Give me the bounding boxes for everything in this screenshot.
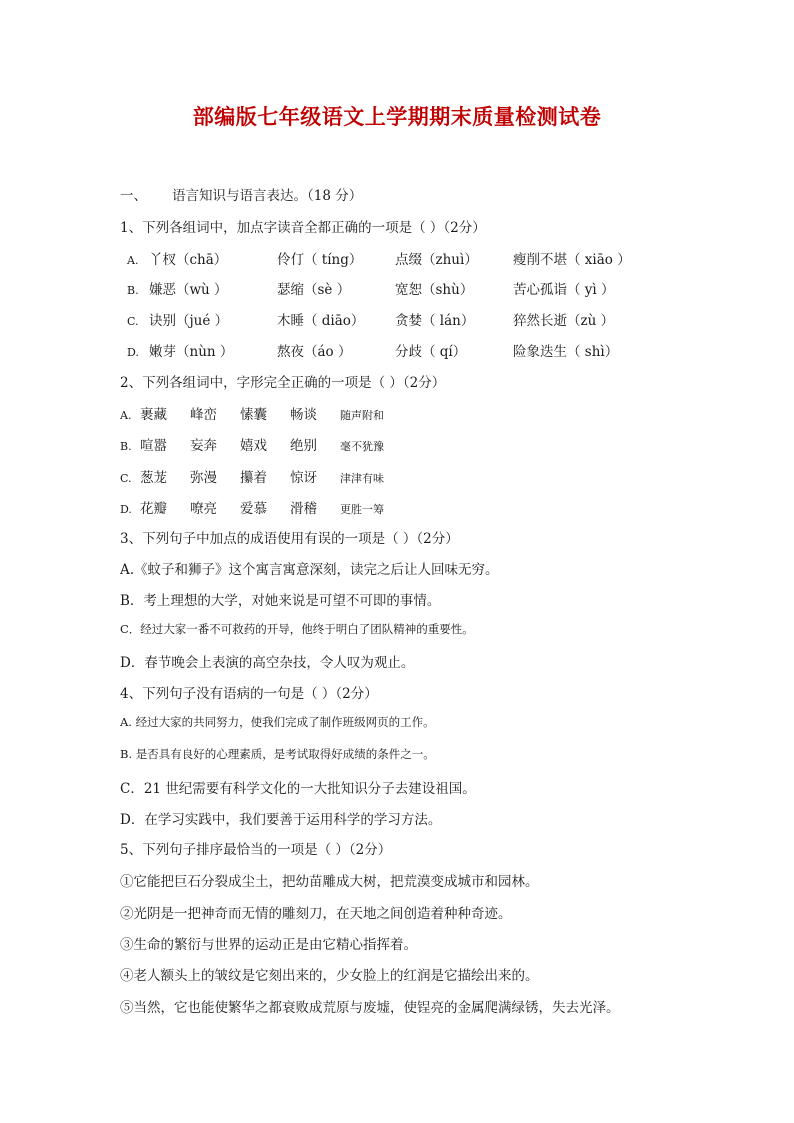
- option-item: 惊讶: [290, 470, 317, 486]
- option-item: 嫌恶（wù ）: [149, 282, 228, 298]
- option-item: 花瓣: [140, 501, 167, 517]
- option-item: 瘦削不堪（ xiāo ）: [513, 252, 631, 268]
- option-item: 攥着: [240, 470, 267, 486]
- option-item: 贪婪（ lán）: [395, 313, 475, 329]
- question-1-stem: 1、下列各组词中，加点字读音全都正确的一项是（ ）（2分）: [120, 220, 486, 236]
- option-item: 险象迭生（ shì）: [513, 344, 619, 360]
- option-label: D.: [127, 346, 139, 359]
- option-item: 诀别（jué ）: [149, 313, 229, 329]
- option-item: 畅谈: [290, 407, 317, 423]
- page-title: 部编版七年级语文上学期期末质量检测试卷: [192, 104, 602, 129]
- section-heading: [120, 184, 362, 204]
- q1-option-d: [127, 340, 618, 360]
- option-item: 分歧（ qí）: [395, 344, 467, 360]
- option-label: B.: [127, 284, 139, 297]
- q3-option-d: D．春节晚会上表演的高空杂技，令人叹为观止。: [120, 655, 415, 671]
- section-text: 语言知识与语言表达。（18 分）: [172, 188, 363, 204]
- option-item: 嬉戏: [240, 438, 267, 454]
- option-item: 嫩芽（nùn ）: [149, 344, 234, 360]
- option-item: 更胜一筹: [340, 503, 384, 516]
- q2-option-a: [120, 403, 384, 423]
- option-item: 随声附和: [340, 409, 384, 422]
- option-item: 愫囊: [240, 407, 267, 423]
- q5-sentence-3: ③生命的繁衍与世界的运动正是由它精心指挥着。: [120, 937, 417, 953]
- q5-sentence-1: ①它能把巨石分裂成尘土，把幼苗雕成大树，把荒漠变成城市和园林。: [120, 874, 539, 890]
- q5-sentence-4: ④老人额头上的皱纹是它刻出来的，少女脸上的红润是它描绘出来的。: [120, 968, 539, 984]
- option-item: 点缀（zhuì）: [395, 252, 478, 268]
- option-item: 裹藏: [140, 407, 167, 423]
- q2-option-c: [120, 466, 384, 486]
- option-item: 苦心孤诣（ yì ）: [513, 282, 615, 298]
- q1-option-c: [127, 309, 614, 329]
- option-item: 滑稽: [290, 501, 317, 517]
- option-item: 弥漫: [190, 470, 217, 486]
- option-item: 嘹亮: [190, 501, 217, 517]
- q2-option-d: [120, 497, 384, 517]
- q2-option-b: [120, 434, 384, 454]
- q5-sentence-5: ⑤当然，它也能使繁华之都衰败成荒原与废墟，使锃亮的金属爬满绿锈，失去光泽。: [120, 1000, 620, 1016]
- q4-option-a: A. 经过大家的共同努力，使我们完成了制作班级网页的工作。: [120, 715, 435, 729]
- option-item: 宽恕（shù）: [395, 282, 474, 298]
- option-item: 熬夜（áo ）: [277, 344, 352, 360]
- option-label: D.: [120, 503, 132, 516]
- q1-option-a: [127, 248, 631, 268]
- question-2-stem: 2、下列各组词中，字形完全正确的一项是（ ）（2分）: [120, 375, 446, 391]
- q3-option-b: B．考上理想的大学，对她来说是可望不可即的事情。: [120, 593, 441, 609]
- option-item: 伶仃（ tíng）: [277, 252, 363, 268]
- section-number: 一、: [120, 188, 147, 204]
- option-item: 毫不犹豫: [340, 440, 384, 453]
- option-label: B.: [120, 440, 132, 453]
- q5-sentence-2: ②光阴是一把神奇而无情的雕刻刀，在天地之间创造着种种奇迹。: [120, 906, 512, 922]
- q4-option-d: D．在学习实践中，我们要善于运用科学的学习方法。: [120, 812, 442, 828]
- option-item: 葱茏: [140, 470, 167, 486]
- question-3-stem: 3、下列句子中加点的成语使用有误的一项是（ ）（2分）: [120, 531, 459, 547]
- option-item: 峰峦: [190, 407, 217, 423]
- q4-option-c: C．21 世纪需要有科学文化的一大批知识分子去建设祖国。: [120, 781, 476, 797]
- option-item: 猝然长逝（zù ）: [513, 313, 615, 329]
- option-item: 丫杈（chā）: [149, 252, 228, 268]
- option-label: A.: [120, 409, 132, 422]
- question-4-stem: 4、下列句子没有语病的一句是（ ）（2分）: [120, 686, 378, 702]
- q4-option-b: B. 是否具有良好的心理素质，是考试取得好成绩的条件之一。: [120, 747, 435, 761]
- option-item: 瑟缩（sè ）: [277, 282, 351, 298]
- option-label: C.: [127, 315, 139, 328]
- option-label: C.: [120, 472, 132, 485]
- option-item: 爱慕: [240, 501, 267, 517]
- option-item: 喧嚣: [140, 438, 167, 454]
- option-item: 木睡（ diāo）: [277, 313, 365, 329]
- option-item: 津津有味: [340, 472, 384, 485]
- q1-option-b: [127, 278, 615, 298]
- q3-option-a: A.《蚊子和狮子》这个寓言寓意深刻，读完之后让人回味无穷。: [120, 562, 499, 578]
- q3-option-c: C．经过大家一番不可救药的开导，他终于明白了团队精神的重要性。: [120, 622, 474, 636]
- option-label: A.: [127, 254, 139, 267]
- question-5-stem: 5、下列句子排序最恰当的一项是（ ）（2分）: [120, 842, 392, 858]
- option-item: 绝别: [290, 438, 317, 454]
- option-item: 妄奔: [190, 438, 217, 454]
